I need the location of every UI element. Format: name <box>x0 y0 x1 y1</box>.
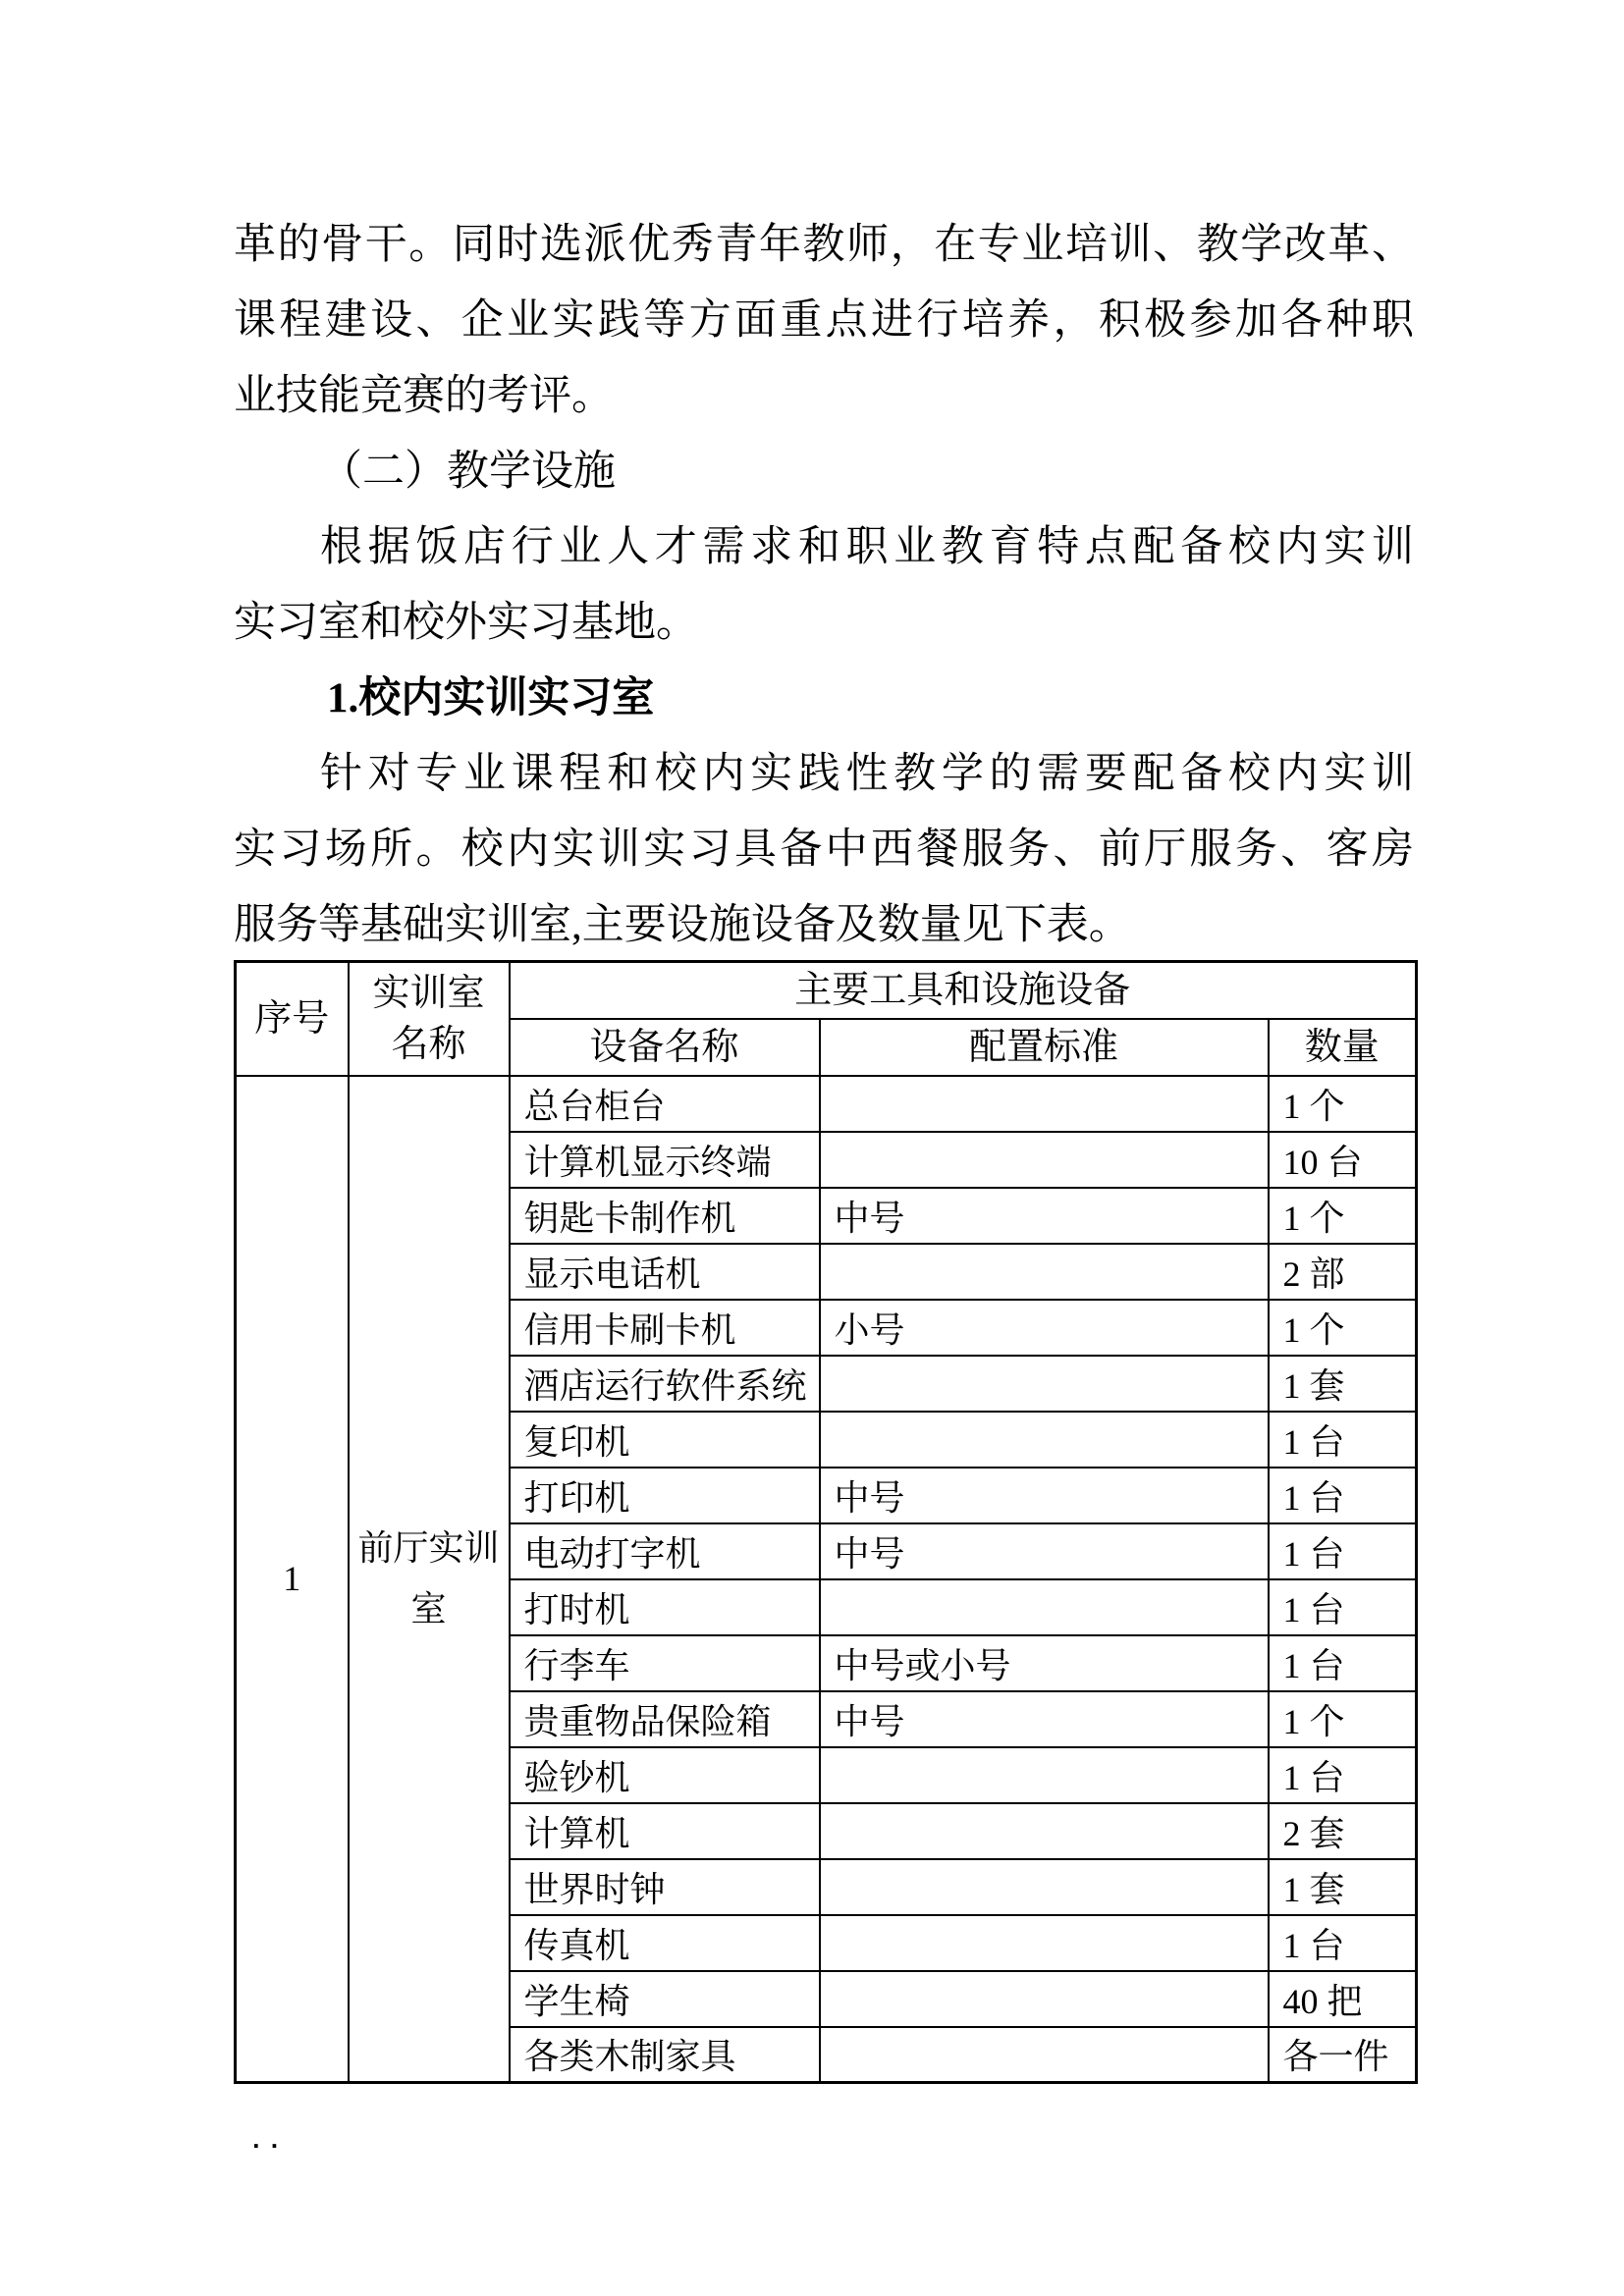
device-name-cell: 电动打字机 <box>510 1523 820 1579</box>
qty-cell: 1 个 <box>1269 1300 1417 1356</box>
body-line-8: 针对专业课程和校内实践性教学的需要配备校内实训 <box>320 751 1414 797</box>
room-name-cell <box>349 1076 510 2083</box>
device-name-cell: 信用卡刷卡机 <box>510 1300 820 1356</box>
device-name-cell: 学生椅 <box>510 1971 820 2027</box>
qty-cell: 1 个 <box>1269 1076 1417 1132</box>
qty-cell: 1 套 <box>1269 1859 1417 1915</box>
device-name-cell: 钥匙卡制作机 <box>510 1188 820 1244</box>
heading-teaching-facilities: （二）教学设施 <box>320 449 616 495</box>
body-line-2: 课程建设、企业实践等方面重点进行培养，积极参加各种职 <box>234 297 1414 344</box>
spec-cell: 中号 <box>820 1691 1269 1747</box>
qty-cell: 各一件 <box>1269 2027 1417 2083</box>
spec-cell: 中号 <box>820 1523 1269 1579</box>
qty-cell: 1 个 <box>1269 1691 1417 1747</box>
qty-cell: 10 台 <box>1269 1132 1417 1188</box>
xuhao-value-cell: 1 <box>236 1076 349 2083</box>
spec-cell <box>820 1076 1269 1132</box>
spec-cell: 中号或小号 <box>820 1635 1269 1691</box>
room-name-line2: 室 <box>410 1589 447 1629</box>
spec-cell <box>820 1803 1269 1859</box>
training-room-equipment-table <box>234 960 1418 2084</box>
qty-cell: 2 套 <box>1269 1803 1417 1859</box>
qty-cell: 1 台 <box>1269 1635 1417 1691</box>
room-name-line1: 前厅实训 <box>357 1528 500 1569</box>
table-header-row-1 <box>236 962 1417 1019</box>
qty-cell: 1 台 <box>1269 1747 1417 1803</box>
qty-cell: 1 台 <box>1269 1579 1417 1635</box>
device-name-cell: 各类木制家具 <box>510 2027 820 2083</box>
spec-cell: 小号 <box>820 1300 1269 1356</box>
spec-cell <box>820 1132 1269 1188</box>
qty-cell: 1 个 <box>1269 1188 1417 1244</box>
device-name-cell: 显示电话机 <box>510 1244 820 1300</box>
device-name-cell: 行李车 <box>510 1635 820 1691</box>
device-name-cell: 复印机 <box>510 1412 820 1468</box>
body-line-1: 革的骨干。同时选派优秀青年教师，在专业培训、教学改革、 <box>234 222 1414 268</box>
spec-cell <box>820 1579 1269 1635</box>
table-row <box>236 1076 1417 1132</box>
header-tools-title: 主要工具和设施设备 <box>510 962 1417 1019</box>
device-name-cell: 传真机 <box>510 1915 820 1971</box>
body-line-6: 实习室和校外实习基地。 <box>234 600 698 646</box>
body-line-5: 根据饭店行业人才需求和职业教育特点配备校内实训 <box>320 524 1414 570</box>
device-name-cell: 验钞机 <box>510 1747 820 1803</box>
heading-campus-training-rooms: 1.校内实训实习室 <box>327 675 655 721</box>
device-name-cell: 打印机 <box>510 1468 820 1523</box>
body-line-10: 服务等基础实训室,主要设施设备及数量见下表。 <box>234 902 1131 948</box>
header-room-name-line1: 实训室 <box>372 972 485 1014</box>
spec-cell: 中号 <box>820 1188 1269 1244</box>
spec-cell <box>820 1859 1269 1915</box>
device-name-cell: 世界时钟 <box>510 1859 820 1915</box>
header-device-name: 设备名称 <box>510 1019 820 1076</box>
spec-cell <box>820 1971 1269 2027</box>
spec-cell: 中号 <box>820 1468 1269 1523</box>
header-room-name <box>349 962 510 1076</box>
qty-cell: 1 台 <box>1269 1412 1417 1468</box>
spec-cell <box>820 1244 1269 1300</box>
body-line-9: 实习场所。校内实训实习具备中西餐服务、前厅服务、客房 <box>234 827 1414 873</box>
header-room-name-line2: 名称 <box>391 1023 466 1065</box>
body-text <box>234 207 1414 963</box>
device-name-cell: 总台柜台 <box>510 1076 820 1132</box>
header-spec: 配置标准 <box>820 1019 1269 1076</box>
device-name-cell: 计算机显示终端 <box>510 1132 820 1188</box>
qty-cell: 1 台 <box>1269 1468 1417 1523</box>
qty-cell: 2 部 <box>1269 1244 1417 1300</box>
device-name-cell: 计算机 <box>510 1803 820 1859</box>
header-xuhao: 序号 <box>236 962 349 1076</box>
spec-cell <box>820 1747 1269 1803</box>
qty-cell: 1 套 <box>1269 1356 1417 1412</box>
spec-cell <box>820 1356 1269 1412</box>
device-name-cell: 贵重物品保险箱 <box>510 1691 820 1747</box>
qty-cell: 1 台 <box>1269 1523 1417 1579</box>
spec-cell <box>820 1412 1269 1468</box>
qty-cell: 1 台 <box>1269 1915 1417 1971</box>
body-line-3: 业技能竞赛的考评。 <box>234 373 614 419</box>
spec-cell <box>820 1915 1269 1971</box>
footer-mark: .. <box>248 2126 286 2156</box>
header-qty: 数量 <box>1269 1019 1417 1076</box>
device-name-cell: 酒店运行软件系统 <box>510 1356 820 1412</box>
qty-cell: 40 把 <box>1269 1971 1417 2027</box>
device-name-cell: 打时机 <box>510 1579 820 1635</box>
spec-cell <box>820 2027 1269 2083</box>
